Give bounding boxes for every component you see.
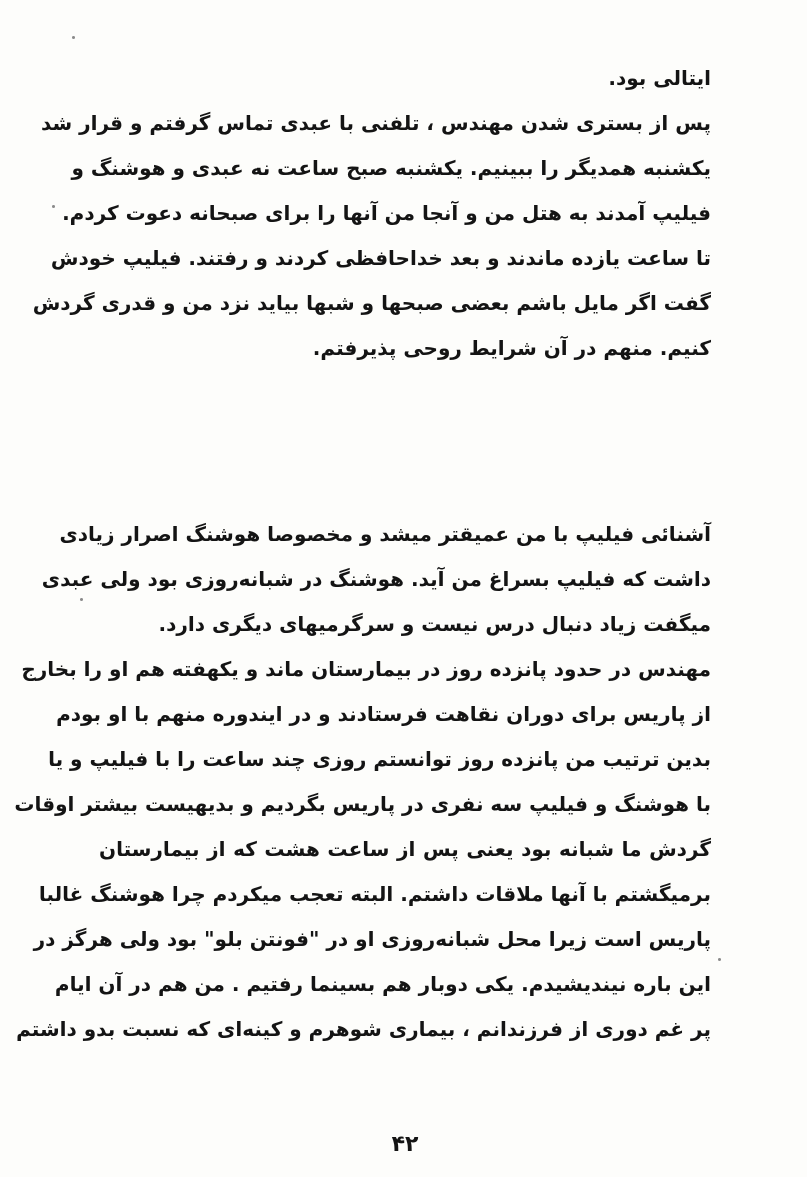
- scan-speck: [80, 598, 83, 601]
- text-line: فیلیپ آمدند به هتل من و آنجا من آنها را برای صبحانه دعوت کردم.: [62, 201, 711, 225]
- text-line: مهندس در حدود پانزده روز در بیمارستان ماند و یکهفته هم او را بخارج: [21, 657, 711, 681]
- text-line: تا ساعت یازده ماندند و بعد خداحافظی کردند و رفتند. فیلیپ خودش: [50, 246, 711, 270]
- text-line: پس از بستری شدن مهندس ، تلفنی با عبدی تماس گرفتم و قرار شد: [40, 111, 711, 135]
- text-line: از پاریس برای دوران نقاهت فرستادند و در ایندوره منهم با او بودم: [56, 702, 711, 726]
- paragraph-block-top: [32, 56, 711, 371]
- text-line: با هوشنگ و فیلیپ سه نفری در پاریس بگردیم و بدیهیست بیشتر اوقات: [14, 792, 711, 816]
- paragraph-block-bottom: [14, 512, 711, 1052]
- scan-speck: [72, 36, 75, 39]
- text-line: آشنائی فیلیپ با من عمیقتر میشد و مخصوصا هوشنگ اصرار زیادی: [59, 522, 711, 546]
- text-line: یکشنبه همدیگر را ببینیم. یکشنبه صبح ساعت نه عبدی و هوشنگ و: [71, 156, 711, 180]
- text-line: داشت که فیلیپ بسراغ من آید. هوشنگ در شبانه‌روزی بود ولی عبدی: [41, 567, 711, 591]
- page-number: ۴۲: [391, 1132, 419, 1157]
- text-line: پر غم دوری از فرزندانم ، بیماری شوهرم و کینه‌ای که نسبت بدو داشتم: [16, 1017, 711, 1041]
- text-line: گردش ما شبانه بود یعنی پس از ساعت هشت که از بیمارستان: [99, 837, 711, 861]
- text-line: کنیم. منهم در آن شرایط روحی پذیرفتم.: [312, 336, 711, 360]
- text-line: بدین ترتیب من پانزده روز توانستم روزی چند ساعت را با فیلیپ و یا: [48, 747, 711, 771]
- text-line: این باره نیندیشیدم. یکی دوبار هم بسینما رفتیم . من هم در آن ایام: [54, 972, 711, 996]
- text-line: ایتالی بود.: [608, 66, 711, 90]
- scan-speck: [718, 958, 721, 961]
- text-line: گفت اگر مایل باشم بعضی صبحها و شبها بیاید نزد من و قدری گردش: [32, 291, 711, 315]
- text-line: پاریس است زیرا محل شبانه‌روزی او در "فونتن بلو" بود ولی هرگز در: [33, 927, 711, 951]
- scan-speck: [52, 205, 55, 208]
- text-line: برمیگشتم با آنها ملاقات داشتم. البته تعجب میکردم چرا هوشنگ غالبا: [38, 882, 711, 906]
- text-line: میگفت زیاد دنبال درس نیست و سرگرمیهای دیگری دارد.: [158, 612, 711, 636]
